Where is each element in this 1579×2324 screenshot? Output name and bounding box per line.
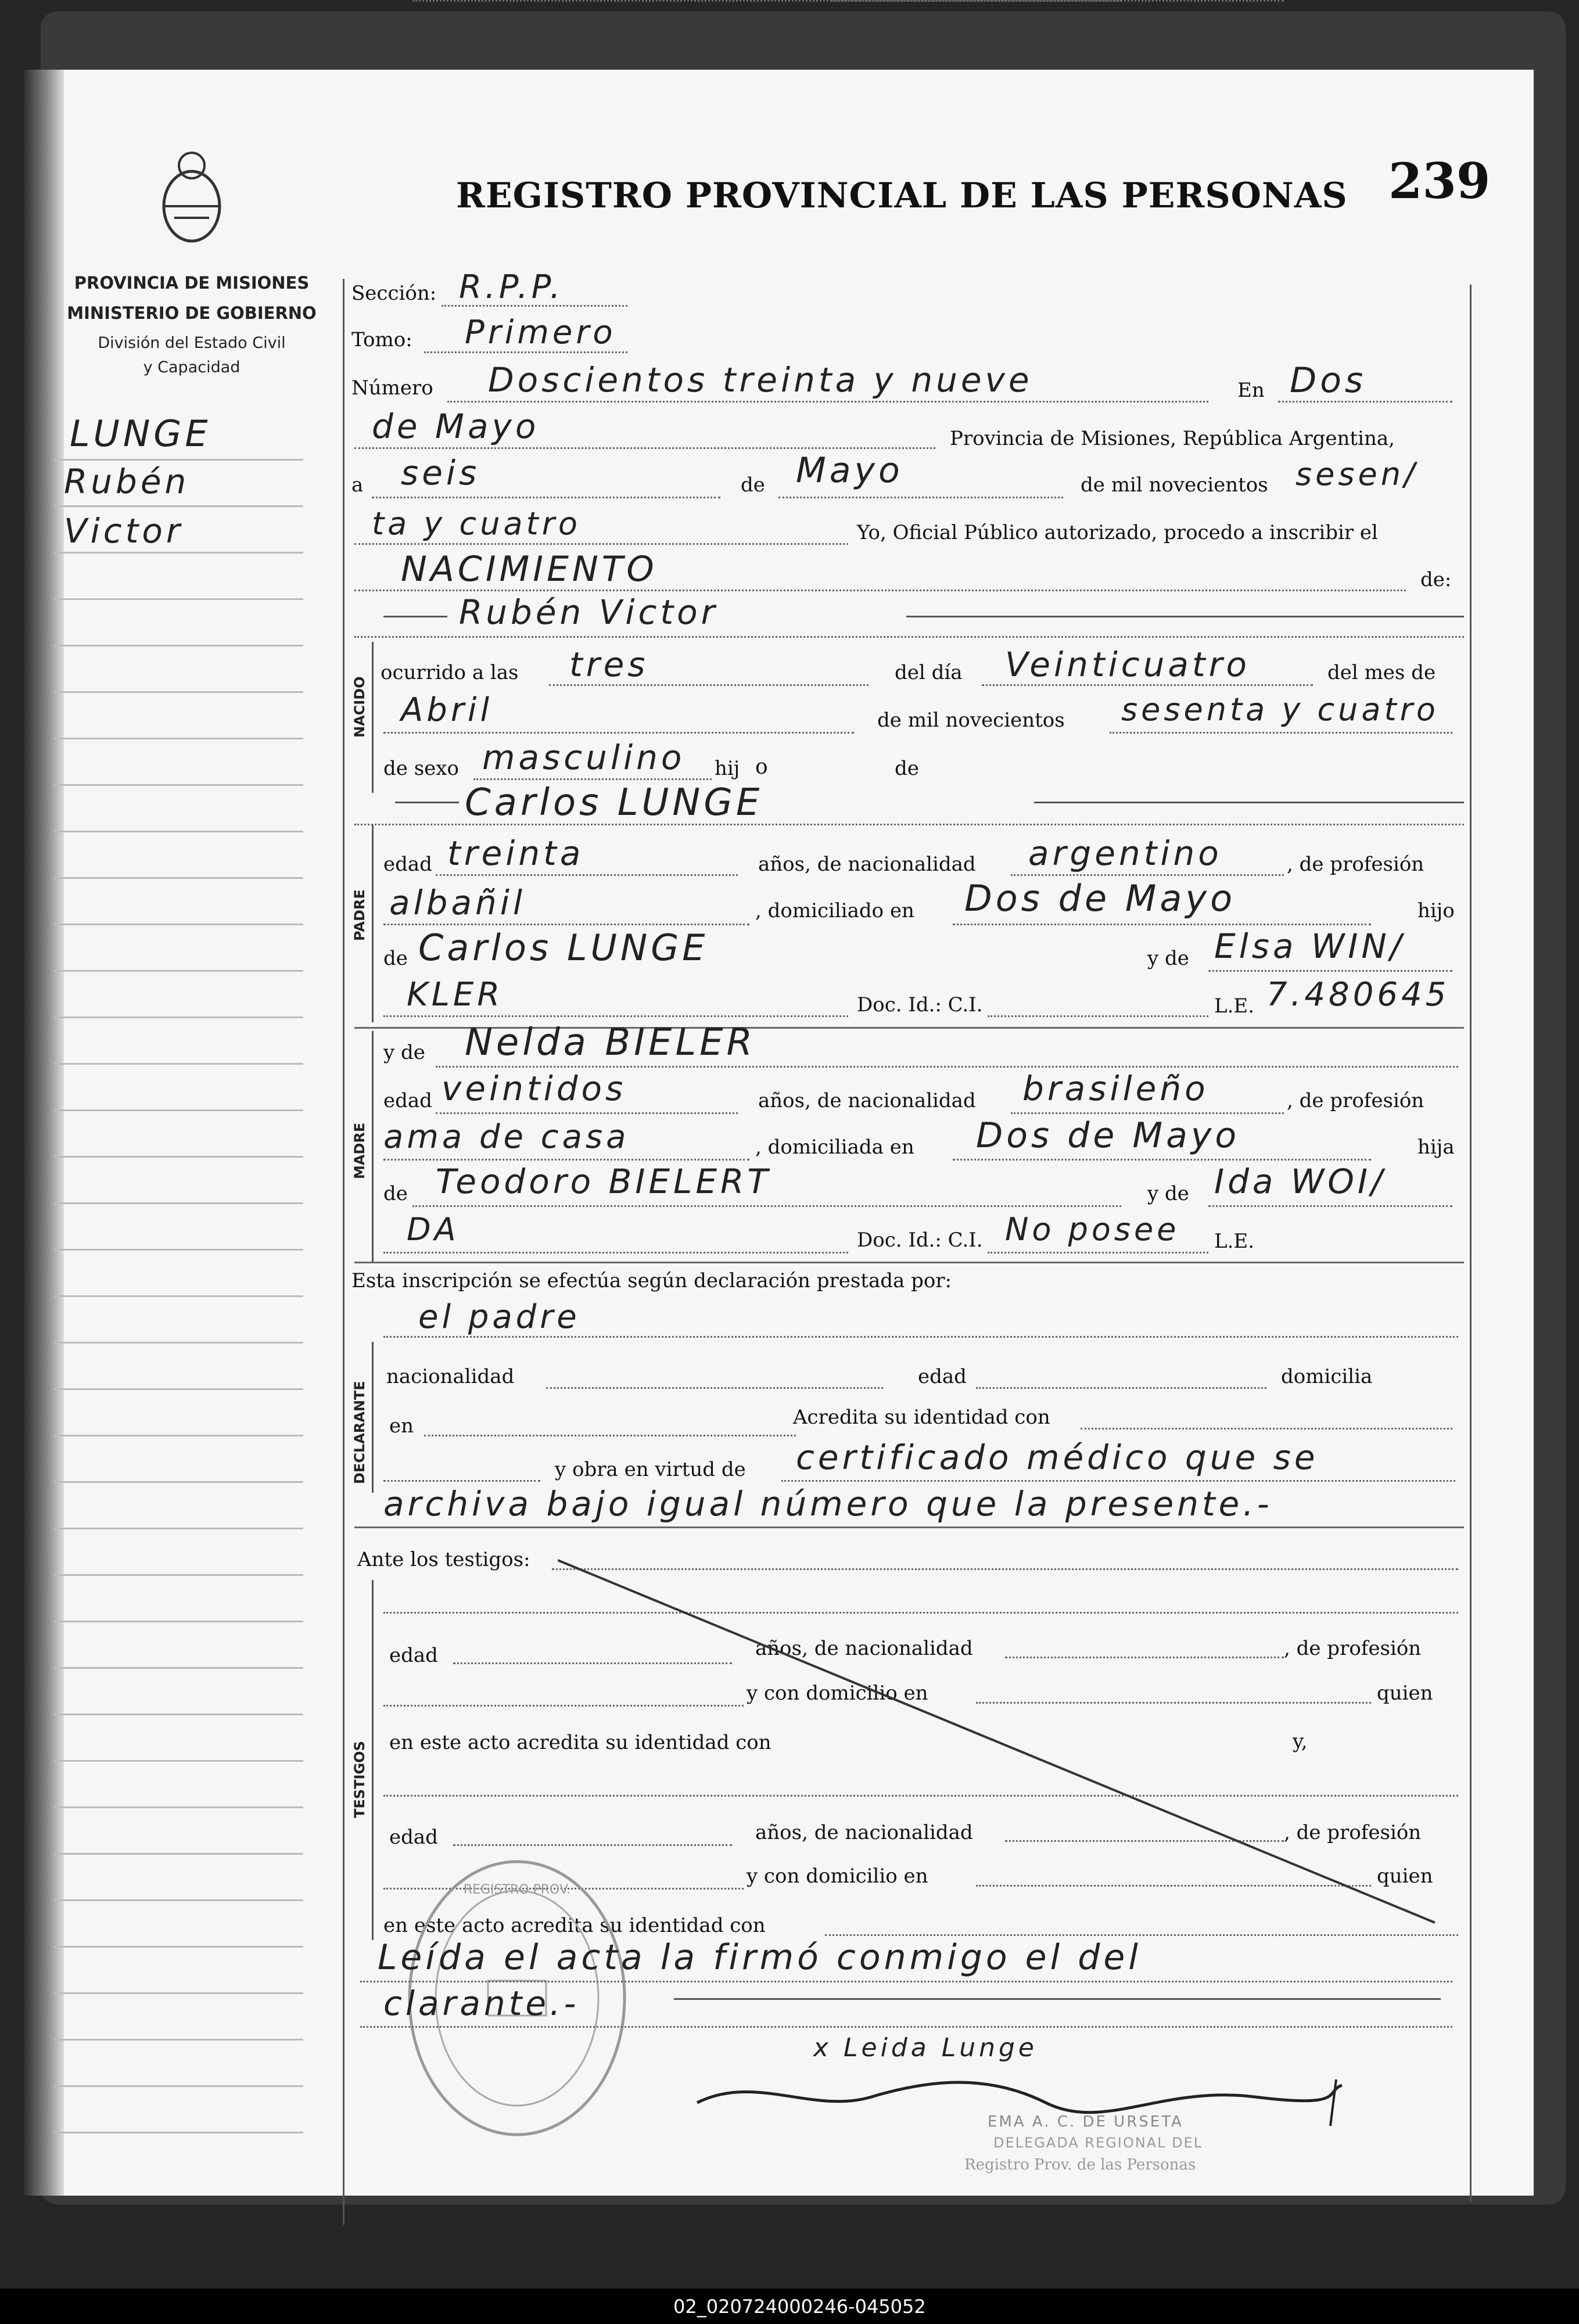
margin-surname: LUNGE [70, 412, 211, 455]
declarante-virtud-value2: archiva bajo igual número que la presente.- [383, 1484, 1273, 1524]
madre-yde-label: y de [383, 1041, 425, 1064]
mes-registro-value: Mayo [796, 450, 903, 491]
seccion-label: Sección: [351, 282, 437, 305]
de-nac-label: de [895, 757, 919, 780]
declarante-acredita-label: Acredita su identidad con [793, 1406, 1050, 1429]
madre-divider [372, 1031, 374, 1263]
official-title-stamp: DELEGADA REGIONAL DEL [993, 2135, 1203, 2151]
numero-line [447, 401, 1208, 403]
mes-nac-label: del mes de [1327, 661, 1436, 684]
declarante-section-bottom [354, 1526, 1464, 1528]
inscripto-line [354, 636, 1464, 638]
padre-section-label: PADRE [351, 889, 368, 941]
declarante-value: el padre [418, 1298, 580, 1336]
anio-nac-label: de mil novecientos [877, 709, 1065, 732]
anio-line [354, 543, 848, 545]
padre-prof-value: albañil [389, 883, 526, 922]
division-label: División del Estado Civil [98, 334, 286, 352]
madre-le-label: L.E. [1214, 1230, 1255, 1253]
testigo2-edad-label: edad [389, 1826, 438, 1849]
madre-nac-line [1011, 1112, 1284, 1114]
testigo2-acredita-line [825, 1934, 1458, 1936]
de-label: de [741, 473, 765, 497]
dia-nac-value: Veinticuatro [1005, 645, 1250, 684]
testigo1-edad-label: edad [389, 1644, 438, 1667]
padre-dom-line [953, 924, 1371, 925]
abuelo-paterno-value: Carlos LUNGE [418, 926, 709, 969]
seccion-value: R.P.P. [459, 268, 564, 306]
padre-edad-value: treinta [447, 834, 584, 873]
madre-de-label: de [383, 1182, 408, 1205]
yo-label: Yo, Oficial Público autorizado, procedo a inscribir el [857, 521, 1378, 544]
padre-nombre-line [354, 824, 1464, 825]
abuela-materna-value1: Ida WOI/ [1214, 1162, 1386, 1201]
sexo-line [473, 778, 712, 780]
margin-name1: Rubén [64, 462, 190, 501]
padre-nac-label: años, de nacionalidad [758, 853, 976, 876]
madre-edad-line [436, 1112, 738, 1114]
padre-doc-label: Doc. Id.: C.I. [857, 993, 983, 1016]
en-label: En [1237, 379, 1265, 402]
testigos-section-label: TESTIGOS [351, 1741, 368, 1818]
tomo-line [424, 351, 627, 353]
declarante-divider [372, 1342, 374, 1493]
official-name-stamp: EMA A. C. DE URSETA [988, 2113, 1183, 2131]
nacido-divider [372, 642, 374, 793]
abuela-materna-line [1208, 1205, 1452, 1207]
coat-of-arms-icon [157, 142, 227, 247]
madre-section-bottom [354, 1262, 1464, 1263]
abuela-paterna-value1: Elsa WIN/ [1214, 926, 1405, 966]
ocurrido-label: ocurrido a las [381, 661, 519, 684]
madre-edad-value: veintidos [442, 1069, 627, 1108]
hijo-value: o [755, 755, 768, 779]
nacido-section-label: NACIDO [351, 676, 368, 738]
madre-section-label: MADRE [351, 1122, 368, 1179]
madre-nombre-line [436, 1066, 1458, 1068]
dash-left [383, 616, 447, 617]
madre-prof-label: , de profesión [1287, 1089, 1424, 1112]
padre-nac-value: argentino [1028, 834, 1222, 873]
cierre-line2-rule [360, 2026, 1452, 2028]
padre-dom-label: , domiciliado en [755, 899, 914, 922]
madre-nac-value: brasileño [1022, 1069, 1209, 1108]
seal-text: REGISTRO PROV. [463, 1883, 571, 1897]
declarante-nac-line [546, 1387, 883, 1389]
declarante-acredita-line [1081, 1428, 1452, 1429]
madre-doc-value: No posee [1005, 1211, 1180, 1248]
padre-le-label: L.E. [1214, 994, 1255, 1018]
dia-registro-value: seis [401, 453, 480, 493]
declarante-intro: Esta inscripción se efectúa según declaración prestada por: [351, 1269, 952, 1292]
margin-name2: Victor [64, 511, 184, 551]
madre-nac-label: años, de nacionalidad [758, 1089, 976, 1112]
testigo1-y-label: y, [1293, 1730, 1308, 1753]
hijo-label: hij [715, 757, 740, 780]
padre-dash-left [395, 802, 459, 803]
testigo2-acredita-label: en este acto acredita su identidad con [383, 1914, 766, 1937]
declarante-en-line [424, 1435, 796, 1436]
testigos-divider [372, 1580, 374, 1940]
official-registry-stamp: Registro Prov. de las Personas [964, 2156, 1196, 2174]
tomo-value: Primero [465, 314, 616, 351]
declarante-edad-label: edad [918, 1365, 967, 1388]
padre-nac-line [1011, 874, 1284, 876]
de-colon-label: de: [1420, 568, 1452, 591]
madre-edad-label: edad [383, 1089, 432, 1112]
padre-ci-line [988, 1015, 1208, 1017]
testigo1-prof-label: , de profesión [1284, 1637, 1422, 1660]
madre-doc-label: Doc. Id.: C.I. [857, 1229, 983, 1252]
declarante-virtud-pre-line [383, 1480, 540, 1482]
numero-label: Número [351, 376, 433, 400]
madre-dom-value: Dos de Mayo [976, 1115, 1240, 1156]
padre-hijo-label: hijo [1417, 899, 1455, 922]
abuela-paterna-line [1208, 970, 1452, 972]
numero-value: Doscientos treinta y nueve [488, 360, 1033, 400]
testigo2-quien-label: quien [1377, 1865, 1433, 1888]
hora-value: tres [569, 645, 649, 684]
testigo2-nac-label: años, de nacionalidad [755, 1821, 973, 1844]
form-right-border [1470, 285, 1472, 2201]
declarante-virtud-label: y obra en virtud de [555, 1458, 746, 1481]
abuela-materna-value2: DA [407, 1211, 460, 1248]
declarante-virtud-value: certificado médico que se [796, 1438, 1319, 1477]
testigo1-nac-label: años, de nacionalidad [755, 1637, 973, 1660]
madre-prof-line [383, 1159, 749, 1161]
footer-image-id: 02_020724000246-045052 [673, 2296, 926, 2318]
testigo1-quien-label: quien [1377, 1682, 1433, 1705]
page-number: 239 [1388, 152, 1491, 210]
anio-label: de mil novecientos [1081, 473, 1268, 497]
province-label: PROVINCIA DE MISIONES [74, 273, 310, 293]
cierre-line1-rule [360, 1981, 1452, 1982]
madre-yde2-label: y de [1147, 1182, 1189, 1205]
dia-nac-line [982, 684, 1313, 686]
padre-prof-label: , de profesión [1287, 853, 1424, 876]
lugar-value: de Mayo [372, 407, 540, 446]
declarante-line [383, 1336, 1458, 1338]
en-value: Dos [1290, 360, 1367, 401]
en-line [1278, 401, 1452, 403]
testigo2-prof-label: , de profesión [1284, 1821, 1422, 1844]
madre-hija-label: hija [1417, 1136, 1455, 1159]
padre-yde-label: y de [1147, 947, 1189, 970]
padre-prof-line [383, 924, 749, 925]
lugar-line [354, 447, 935, 449]
testigo1-acredita-label: en este acto acredita su identidad con [389, 1731, 771, 1754]
cancellation-line [558, 1557, 1441, 1928]
declarante-section-label: DECLARANTE [351, 1381, 368, 1484]
madre-dom-label: , domiciliada en [755, 1136, 914, 1159]
padre-de-label: de [383, 947, 408, 970]
dash-right [906, 616, 1464, 617]
declarante-dom-label: domicilia [1281, 1365, 1373, 1388]
anio-nac-line [1110, 732, 1452, 734]
mes-registro-line [778, 497, 1063, 498]
sexo-label: de sexo [383, 757, 459, 780]
padre-dom-value: Dos de Mayo [964, 877, 1236, 919]
abuela-paterna-value2: KLER [407, 976, 504, 1014]
declarante-en-label: en [389, 1414, 414, 1438]
seccion-line [442, 305, 627, 307]
declarante-nac-label: nacionalidad [386, 1365, 515, 1388]
testigos-ante-label: Ante los testigos: [357, 1548, 530, 1571]
padre-divider [372, 825, 374, 1022]
tomo-label: Tomo: [351, 328, 412, 351]
sexo-value: masculino [482, 738, 686, 777]
madre-dom-line [953, 1159, 1371, 1161]
testigo2-dom-label: y con domicilio en [747, 1865, 928, 1888]
abuelo-materno-line [412, 1205, 1121, 1207]
firma-declarante: x Leida Lunge [813, 2033, 1038, 2063]
mes-nac-line [383, 732, 854, 734]
padre-dash-right [1034, 802, 1464, 803]
declarante-edad-line [976, 1387, 1266, 1389]
dia-nac-label: del día [895, 661, 963, 684]
madre-ci-line [988, 1252, 1208, 1253]
padre-nombre-value: Carlos LUNGE [465, 781, 763, 824]
madre-prof-value: ama de casa [383, 1118, 630, 1156]
anio-value2: ta y cuatro [372, 505, 581, 542]
padre-le-value: 7.480645 [1266, 976, 1450, 1014]
acto-line [354, 590, 1406, 591]
ministry-label: MINISTERIO DE GOBIERNO [67, 303, 317, 323]
inscripto-value: Rubén Victor [459, 592, 719, 632]
padre-doc-line [383, 1015, 848, 1017]
acto-value: NACIMIENTO [401, 549, 658, 590]
capacity-label: y Capacidad [143, 358, 241, 376]
cierre-line2-dash [674, 1998, 1441, 2000]
madre-nombre-value: Nelda BIELER [465, 1021, 756, 1064]
page-title: REGISTRO PROVINCIAL DE LAS PERSONAS [456, 175, 1348, 216]
anio-nac-value: sesenta y cuatro [1121, 691, 1439, 728]
mes-nac-value: Abril [401, 691, 493, 729]
testigo1-dom-label: y con domicilio en [747, 1682, 928, 1705]
hora-line [549, 684, 869, 686]
anio-value1: sesen/ [1296, 456, 1419, 493]
dia-registro-line [372, 497, 720, 498]
declarante-virtud-line [781, 1480, 1455, 1482]
form-left-border [343, 279, 344, 2225]
cierre-line2: clarante.- [383, 1984, 580, 2023]
padre-edad-line [436, 874, 738, 876]
cierre-line1: Leída el acta la firmó conmigo el del [378, 1937, 1142, 1978]
testigo1-acredita-line [831, 0, 1284, 2]
provincia-label: Provincia de Misiones, República Argentina, [950, 427, 1395, 450]
abuelo-materno-value: Teodoro BIELERT [436, 1162, 771, 1201]
madre-doc-line [383, 1252, 848, 1253]
a-label: a [351, 473, 364, 497]
padre-edad-label: edad [383, 853, 432, 876]
